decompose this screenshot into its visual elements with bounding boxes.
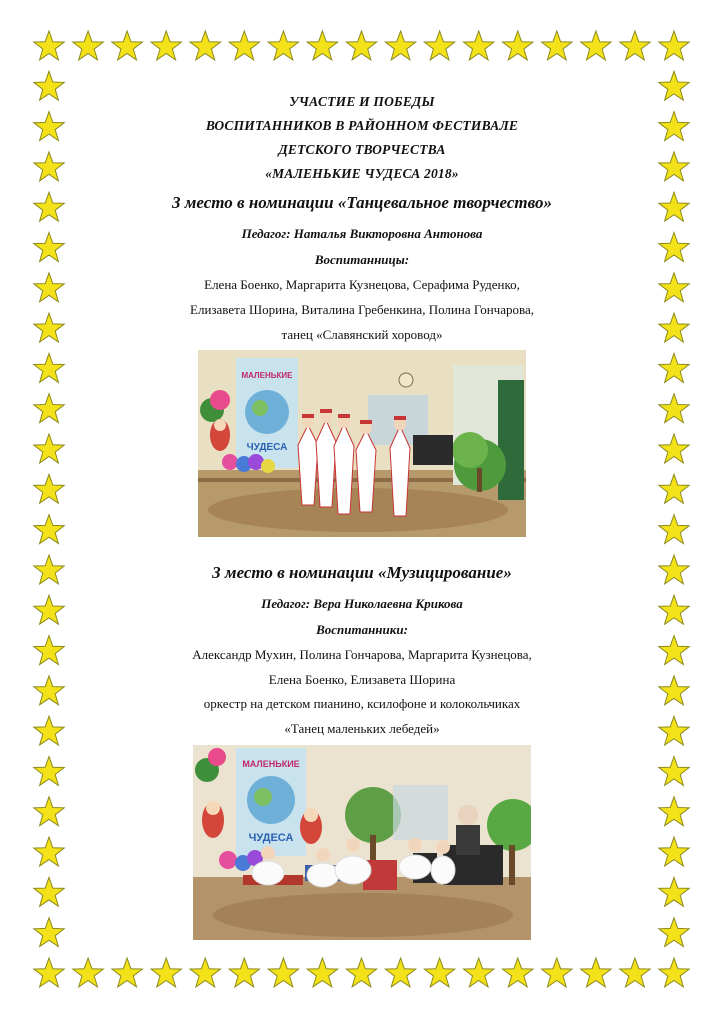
star-icon xyxy=(34,757,64,786)
section1-title: 3 место в номинации «Танцевальное творчество» xyxy=(172,193,552,212)
star-icon xyxy=(659,676,689,705)
banner-bottom-text: ЧУДЕСА xyxy=(246,442,288,453)
dance-photo xyxy=(198,350,526,537)
star-icon xyxy=(34,31,64,60)
section2-title: 3 место в номинации «Музицирование» xyxy=(212,563,512,582)
star-icon xyxy=(620,31,651,60)
star-icon xyxy=(34,958,64,987)
star-icon xyxy=(34,434,64,463)
star-icon xyxy=(73,958,104,987)
star-icon xyxy=(581,31,611,60)
heading-line-2: ВОСПИТАННИКОВ В РАЙОННОМ ФЕСТИВАЛЕ xyxy=(205,118,519,133)
section2-teacher: Педагог: Вера Николаевна Крикова xyxy=(261,596,463,611)
section2-pupils-line2: Елена Боенко, Елизавета Шорина xyxy=(268,672,456,687)
star-icon xyxy=(659,757,689,786)
orchestra-photo xyxy=(193,745,531,940)
star-icon xyxy=(464,958,494,987)
heading-line-3: ДЕТСКОГО ТВОРЧЕСТВА xyxy=(278,142,446,157)
star-icon xyxy=(424,958,454,987)
star-icon xyxy=(346,958,376,987)
star-icon xyxy=(659,313,689,342)
star-icon xyxy=(659,595,689,624)
star-icon xyxy=(659,434,689,463)
star-icon xyxy=(659,31,689,60)
star-icon xyxy=(542,958,572,987)
section1-teacher: Педагог: Наталья Викторовна Антонова xyxy=(241,226,483,241)
heading-line-4: «МАЛЕНЬКИЕ ЧУДЕСА 2018» xyxy=(265,166,459,181)
star-icon xyxy=(190,31,221,60)
section1-performance: танец «Славянский хоровод» xyxy=(281,327,443,342)
star-icon xyxy=(34,71,64,100)
section1-pupils-line1: Елена Боенко, Маргарита Кузнецова, Серафима Руденко, xyxy=(204,277,520,292)
star-icon xyxy=(34,676,64,705)
star-icon xyxy=(503,31,534,60)
star-icon xyxy=(659,112,689,141)
star-icon xyxy=(151,31,181,60)
star-icon xyxy=(34,555,64,584)
star-icon xyxy=(620,958,651,987)
star-icon xyxy=(34,636,64,665)
section1-pupils-label: Воспитанницы: xyxy=(314,252,410,267)
star-icon xyxy=(268,31,298,60)
section2-performance: оркестр на детском пианино, ксилофоне и колокольчиках xyxy=(203,696,521,711)
section2-pupils-label: Воспитанники: xyxy=(316,622,408,637)
star-icon xyxy=(34,273,64,302)
star-icon xyxy=(581,958,611,987)
star-icon xyxy=(34,233,64,262)
star-icon xyxy=(307,31,338,60)
star-icon xyxy=(659,233,689,262)
star-icon xyxy=(659,918,689,947)
svg-text:МАЛЕНЬКИЕ: МАЛЕНЬКИЕ xyxy=(242,759,300,769)
star-icon xyxy=(34,918,64,947)
star-icon xyxy=(659,474,689,503)
star-icon xyxy=(542,31,572,60)
star-icon xyxy=(346,31,376,60)
star-icon xyxy=(34,515,64,544)
star-icon xyxy=(424,31,454,60)
star-icon xyxy=(34,112,64,141)
star-icon xyxy=(112,958,142,987)
star-icon xyxy=(659,71,689,100)
star-icon xyxy=(659,152,689,181)
section2-pupils-line1: Александр Мухин, Полина Гончарова, Маргарита Кузнецова, xyxy=(192,647,532,662)
star-icon xyxy=(34,595,64,624)
star-icon xyxy=(34,394,64,423)
star-icon xyxy=(659,555,689,584)
star-icon xyxy=(229,958,259,987)
star-icon xyxy=(659,797,689,826)
star-icon xyxy=(464,31,494,60)
star-icon xyxy=(73,31,104,60)
section1-pupils-line2: Елизавета Шорина, Виталина Гребенкина, Полина Гончарова, xyxy=(190,302,534,317)
star-icon xyxy=(229,31,259,60)
star-icon xyxy=(659,192,689,221)
star-icon xyxy=(190,958,221,987)
star-icon xyxy=(659,958,689,987)
heading-line-1: УЧАСТИЕ И ПОБЕДЫ xyxy=(289,94,435,109)
star-icon xyxy=(34,877,64,906)
star-icon xyxy=(659,877,689,906)
star-icon xyxy=(34,716,64,745)
star-icon xyxy=(385,958,416,987)
star-icon xyxy=(659,394,689,423)
star-icon xyxy=(385,31,416,60)
star-icon xyxy=(659,353,689,382)
star-icon xyxy=(503,958,534,987)
star-icon xyxy=(34,192,64,221)
star-icon xyxy=(268,958,298,987)
star-icon xyxy=(34,152,64,181)
star-icon xyxy=(34,474,64,503)
star-icon xyxy=(151,958,181,987)
star-icon xyxy=(34,313,64,342)
star-icon xyxy=(34,797,64,826)
svg-text:ЧУДЕСА: ЧУДЕСА xyxy=(248,832,294,844)
star-icon xyxy=(659,716,689,745)
star-icon xyxy=(659,636,689,665)
star-icon xyxy=(34,353,64,382)
star-icon xyxy=(34,837,64,866)
section2-piece: «Танец маленьких лебедей» xyxy=(284,721,440,736)
star-icon xyxy=(112,31,142,60)
star-icon xyxy=(659,837,689,866)
banner-top-text: МАЛЕНЬКИЕ xyxy=(241,371,293,380)
star-icon xyxy=(659,273,689,302)
star-icon xyxy=(659,515,689,544)
star-icon xyxy=(307,958,338,987)
